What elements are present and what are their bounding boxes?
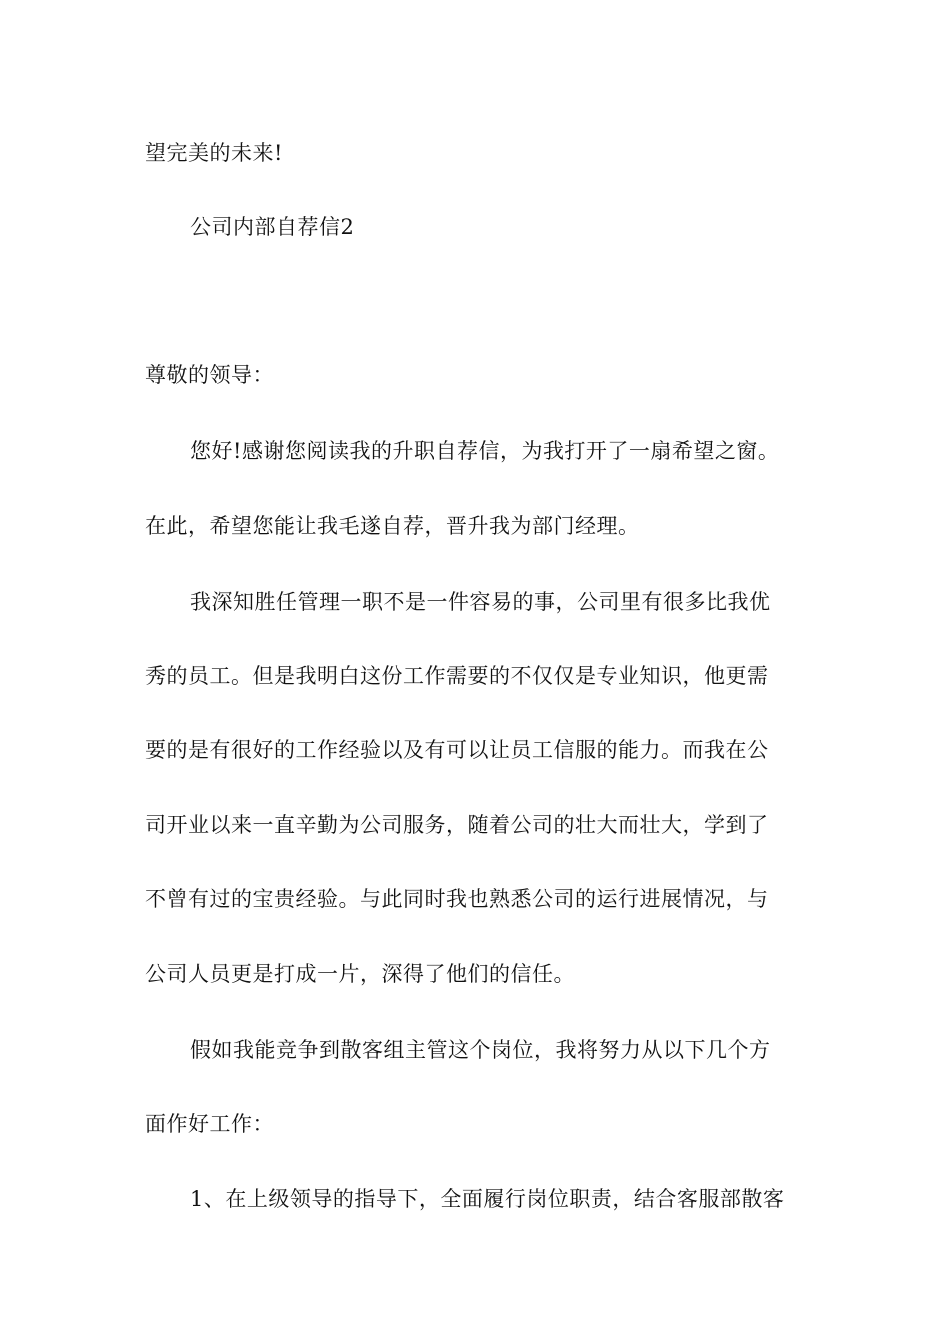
text-line: 不曾有过的宝贵经验。与此同时我也熟悉公司的运行进展情况，与	[145, 887, 769, 911]
text-line: 公司人员更是打成一片，深得了他们的信任。	[145, 962, 575, 986]
list-item-1: 1、在上级领导的指导下，全面履行岗位职责，结合客服部散客	[190, 1187, 785, 1211]
text-line: 要的是有很好的工作经验以及有可以让员工信服的能力。而我在公	[145, 738, 769, 762]
text-line: 司开业以来一直辛勤为公司服务，随着公司的壮大而壮大，学到了	[145, 813, 769, 837]
text-line: 秀的员工。但是我明白这份工作需要的不仅仅是专业知识，他更需	[145, 664, 769, 688]
text-line: 面作好工作：	[145, 1112, 274, 1136]
text-line: 假如我能竞争到散客组主管这个岗位，我将努力从以下几个方	[190, 1038, 771, 1062]
text-line: 您好!感谢您阅读我的升职自荐信，为我打开了一扇希望之窗。	[190, 439, 780, 463]
text-line: 我深知胜任管理一职不是一件容易的事，公司里有很多比我优	[190, 590, 771, 614]
salutation: 尊敬的领导：	[145, 363, 274, 387]
text-line: 在此，希望您能让我毛遂自荐，晋升我为部门经理。	[145, 514, 640, 538]
letter-heading: 公司内部自荐信2	[190, 215, 355, 239]
text-line-closing: 望完美的未来!	[145, 141, 283, 165]
